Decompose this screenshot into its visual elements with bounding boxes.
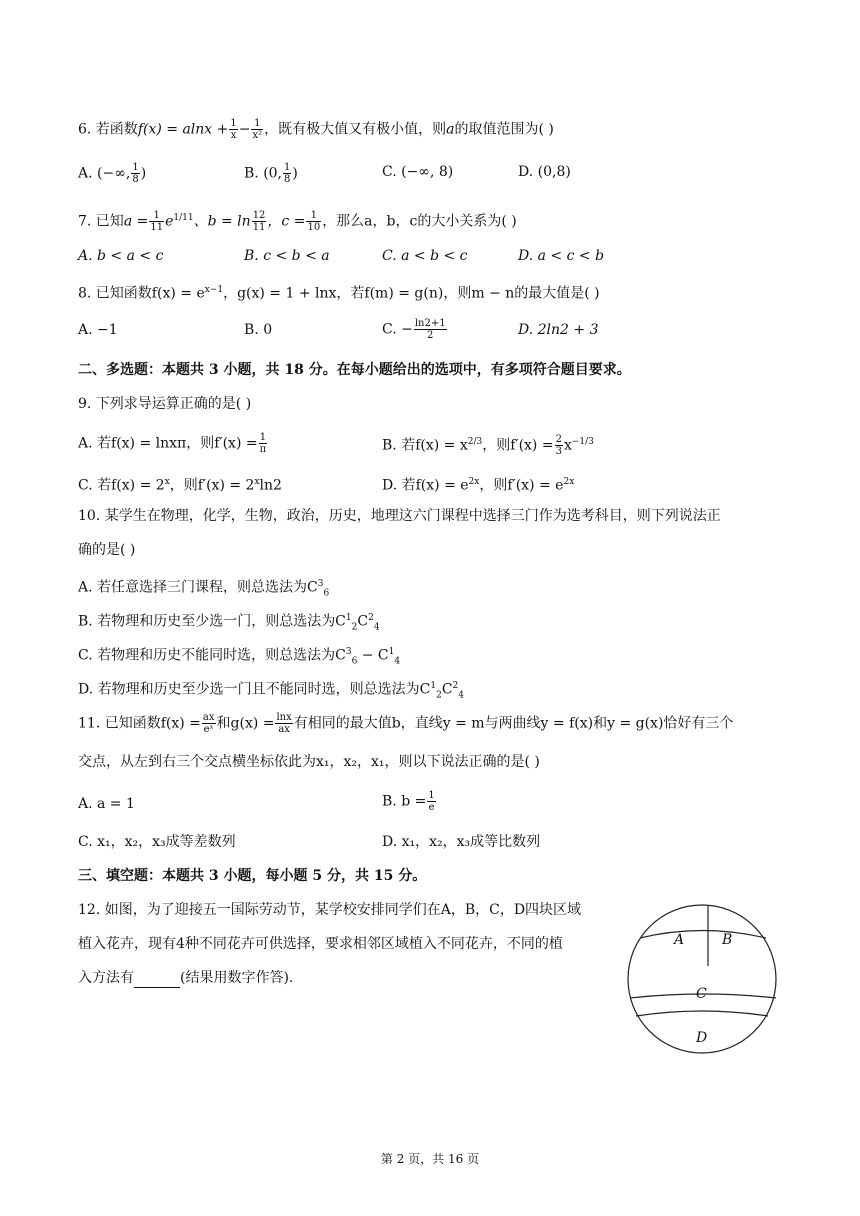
question-7-option-b: B. c < b < a	[244, 248, 330, 264]
region-diagram	[626, 898, 778, 1060]
question-10-option-d: D. 若物理和历史至少选一门且不能同时选，则总选法为$C^1_2C^2_4$	[78, 681, 464, 701]
section-2-heading: 二、多选题：本题共 3 小题，共 18 分。在每小题给出的选项中，有多项符合题目要求。	[78, 362, 631, 378]
region-label-d: D	[696, 1030, 708, 1046]
question-7-stem: 7. 已知a = $\frac{1}{11}$ $e^{1/11}$、b = ln $\frac{12}{11}$ ，c = $\frac{1}{10}$ ，那么a，b，c的大小关系为( )	[78, 210, 517, 234]
question-11-option-d: D. x₁，x₂，x₃成等比数列	[382, 834, 541, 850]
question-8-option-a: A. −1	[78, 322, 118, 338]
question-6-option-b: B. (0, $\frac{1}{8}$ )	[244, 162, 298, 185]
fraction: $\frac{1}{\text{x²}}$	[252, 118, 263, 141]
question-9-stem: 9. 下列求导运算正确的是( )	[78, 396, 252, 412]
question-6-option-c: C. (−∞, 8)	[382, 164, 454, 180]
fraction: $\frac{1}{x}$	[230, 118, 237, 141]
question-12-line-2: 植入花卉，现有4种不同花卉可供选择，要求相邻区域植入不同花卉，不同的植	[78, 936, 563, 952]
question-8-option-b: B. 0	[244, 322, 273, 338]
question-10-option-c: C. 若物理和历史不能同时选，则总选法为$C^3_6 - C^1_4$	[78, 647, 401, 667]
question-8-option-c: C. − $\frac{\ln 2+1}{2}$	[382, 318, 446, 341]
question-7-option-d: D. a < c < b	[518, 248, 605, 264]
question-12-line-3: 入方法有 (结果用数字作答).	[78, 970, 294, 986]
question-9-option-a: A. 若f(x) = lnxπ，则f′(x) = $\frac{1}{\pi}$	[78, 432, 267, 455]
question-12-line-1: 12. 如图，为了迎接五一国际劳动节，某学校安排同学们在A，B，C，D四块区域	[78, 902, 582, 918]
question-9-option-c: C. 若$f(x) = 2^x$，则$f'(x) = 2^x\ln 2$	[78, 477, 282, 494]
question-7-option-c: C. a < b < c	[382, 248, 468, 264]
question-8-option-d: D. 2ln2 + 3	[518, 322, 599, 338]
question-6-option-d: D. (0,8)	[518, 164, 571, 180]
region-label-c: C	[696, 986, 707, 1002]
question-9-option-b: B. 若$f(x) = x^{2/3}$，则f′(x) = $\frac{2}{3}$ $x^{-1/3}$	[382, 434, 594, 458]
section-3-heading: 三、填空题：本题共 3 小题，每小题 5 分，共 15 分。	[78, 868, 427, 884]
question-10-stem-line-2: 确的是( )	[78, 542, 136, 558]
question-7-option-a: A. b < a < c	[78, 248, 164, 264]
question-11-stem-line-2: 交点，从左到右三个交点横坐标依此为x₁，x₂，x₁，则以下说法正确的是( )	[78, 754, 540, 770]
question-6-stem: 6. 若函数f(x) = alnx + $\frac{1}{x}$ − $\frac{1}{\text{x²}}$ ，既有极大值又有极小值，则a的取值范围为( )	[78, 118, 554, 141]
region-label-b: B	[722, 932, 733, 948]
question-10-option-b: B. 若物理和历史至少选一门，则总选法为$C^1_2C^2_4$	[78, 613, 380, 633]
answer-blank[interactable]	[134, 973, 180, 988]
question-10-option-a: A. 若任意选择三门课程，则总选法为$C^3_6$	[78, 579, 330, 599]
question-10-stem-line-1: 10. 某学生在物理，化学，生物，政治，历史，地理这六门课程中选择三门作为选考科目，则下列说法正	[78, 508, 721, 524]
page-footer: 第 2 页，共 16 页	[380, 1152, 480, 1166]
question-11-option-c: C. x₁，x₂，x₃成等差数列	[78, 834, 236, 850]
question-11-stem-line-1: 11. 已知函数f(x) = $\frac{ax}{\text{eˣ}}$ 和g(x) = $\frac{\ln x}{ax}$ 有相同的最大值b，直线y = m与两曲线y = f(x)和y = g(x)恰好有三个	[78, 712, 734, 735]
question-11-option-a: A. a = 1	[78, 796, 135, 812]
question-6-option-a: A. (−∞, $\frac{1}{8}$ )	[78, 162, 147, 185]
question-8-stem: 8. 已知函数$f(x) = e^{x-1}$，g(x) = 1 + lnx，若f(m) = g(n)，则m − n的最大值是( )	[78, 285, 600, 302]
question-9-option-d: D. 若$f(x) = e^{2x}$，则$f'(x) = e^{2x}$	[382, 477, 575, 494]
region-label-a: A	[674, 932, 685, 948]
question-11-option-b: B. b = $\frac{1}{e}$	[382, 790, 435, 813]
